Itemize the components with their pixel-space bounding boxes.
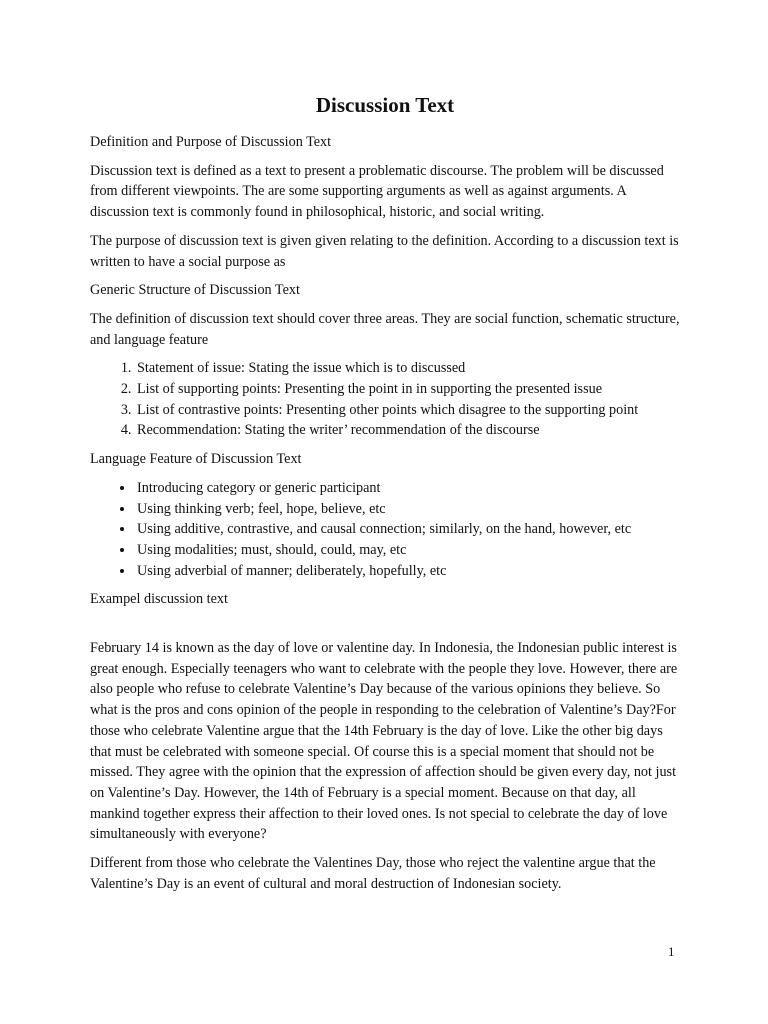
structure-list <box>90 358 680 441</box>
feature-list-item: • Using adverbial of manner; deliberately, hopefully, etc <box>135 561 680 582</box>
document-title: Discussion Text <box>315 93 455 117</box>
section-heading-example: Exampel discussion text <box>90 591 228 608</box>
feature-list <box>90 478 680 582</box>
feature-list-item: • Using thinking verb; feel, hope, believe, etc <box>135 499 680 520</box>
structure-list-item: 3. List of contrastive points: Presenting other points which disagree to the supporting point <box>135 400 680 421</box>
section-heading-definition: Definition and Purpose of Discussion Text <box>90 134 332 150</box>
section-heading-language-feature: Language Feature of Discussion Text <box>90 451 302 468</box>
page-number: 1 <box>668 944 675 959</box>
feature-list-item: • Using additive, contrastive, and causal connection; similarly, on the hand, however, etc <box>135 519 680 540</box>
paragraph-structure-intro: The definition of discussion text should cover three areas. They are social function, schematic structure, and language feature <box>90 310 680 348</box>
paragraph-example-2: Different from those who celebrate the Valentines Day, those who reject the valentine argue that the Valentine’s Day is an event of cultural and moral destruction of Indonesian society. <box>90 855 656 892</box>
paragraph-definition: Discussion text is defined as a text to present a problematic discourse. The problem will be discussed from different viewpoints. The are some supporting arguments as well as against arguments. A discussion text is commonly found in philosophical, historic, and social writing. <box>90 162 664 221</box>
blank-line <box>90 618 680 638</box>
document-page <box>90 92 680 903</box>
feature-list-item: • Using modalities; must, should, could, may, etc <box>135 540 680 561</box>
structure-list-item: 4. Recommendation: Stating the writer’ recommendation of the discourse <box>135 420 680 441</box>
structure-list-item: 1. Statement of issue: Stating the issue which is to discussed <box>135 358 680 379</box>
feature-list-item: • Introducing category or generic participant <box>135 478 680 499</box>
paragraph-purpose: The purpose of discussion text is given given relating to the definition. According to a discussion text is written to have a social purpose as <box>90 232 679 270</box>
section-heading-generic-structure: Generic Structure of Discussion Text <box>90 282 300 299</box>
structure-list-item: 2. List of supporting points: Presenting the point in in supporting the presented issue <box>135 379 680 400</box>
paragraph-example-1: February 14 is known as the day of love or valentine day. In Indonesia, the Indonesian public interest is great enough. Especially teenagers who want to celebrate with the people they love. However, there are also people who refuse to celebrate Valentine’s Day because of the various opinions they believe. So what is the pros and cons opinion of the people in responding to the celebration of Valentine’s Day?For those who celebrate Valentine argue that the 14th February is the day of love. Like the other big days that must be celebrated with someone special. Of course this is a special moment that should not be missed. They agree with the opinion that the expression of affection should be given every day, not just on Valentine’s Day. However, the 14th of February is a special moment. Because on that day, all mankind together express their affection to their loved ones. Is not special to celebrate the day of love simultaneously with everyone? <box>90 640 678 843</box>
